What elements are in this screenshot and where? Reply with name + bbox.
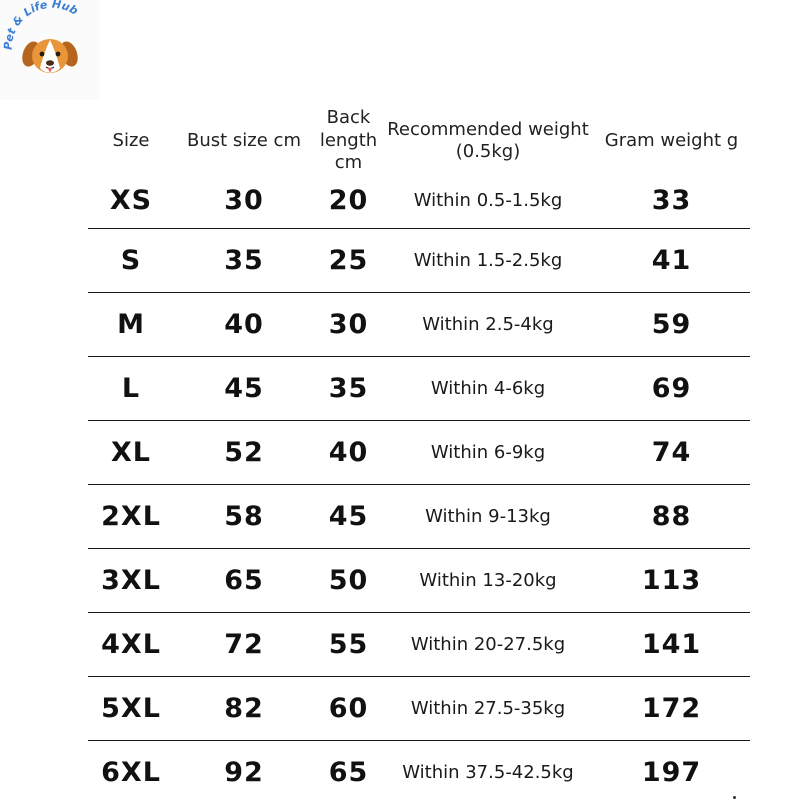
gram-cell: 113 — [641, 565, 702, 596]
weight-cell: Within 9-13kg — [425, 506, 551, 527]
size-cell: 6XL — [101, 757, 161, 788]
back-cell: 55 — [328, 629, 369, 660]
bust-cell: 58 — [224, 501, 264, 532]
bust-cell: 72 — [224, 629, 264, 660]
back-cell: 50 — [328, 565, 369, 596]
size-cell: 3XL — [101, 565, 161, 596]
gram-cell: 88 — [651, 501, 692, 532]
size-cell: XL — [110, 437, 152, 468]
size-chart-table — [88, 107, 750, 804]
back-cell: 40 — [328, 437, 369, 468]
bust-cell: 65 — [224, 565, 264, 596]
table-row — [88, 741, 750, 804]
size-cell: 4XL — [101, 629, 161, 660]
weight-cell: Within 2.5-4kg — [422, 314, 554, 335]
stray-dot — [733, 796, 736, 799]
table-row — [88, 357, 750, 421]
weight-cell: Within 37.5-42.5kg — [402, 762, 574, 783]
header-back: Back length cm — [319, 107, 378, 174]
table-row — [88, 549, 750, 613]
table-row — [88, 613, 750, 677]
size-cell: L — [121, 373, 141, 404]
size-cell: 5XL — [101, 693, 161, 724]
back-cell: 65 — [328, 757, 369, 788]
bust-cell: 45 — [224, 373, 264, 404]
weight-cell: Within 27.5-35kg — [410, 698, 566, 719]
bust-cell: 40 — [224, 309, 264, 340]
weight-cell: Within 1.5-2.5kg — [413, 250, 563, 271]
size-cell: XS — [109, 184, 153, 216]
header-gram: Gram weight g — [604, 129, 739, 151]
header-size: Size — [112, 129, 150, 151]
back-cell: 35 — [328, 373, 369, 404]
size-cell: 2XL — [101, 501, 161, 532]
dog-face-icon — [0, 0, 100, 100]
gram-cell: 59 — [651, 309, 692, 340]
bust-cell: 52 — [224, 437, 264, 468]
gram-cell: 69 — [651, 373, 692, 404]
weight-cell: Within 20-27.5kg — [410, 634, 566, 655]
table-row — [88, 677, 750, 741]
size-cell: S — [120, 245, 142, 276]
bust-cell: 30 — [224, 184, 264, 216]
table-header — [88, 107, 750, 174]
gram-cell: 172 — [641, 693, 702, 724]
gram-cell: 141 — [641, 629, 702, 660]
weight-cell: Within 4-6kg — [430, 378, 546, 399]
header-weight: Recommended weight (0.5kg) — [387, 118, 589, 162]
bust-cell: 82 — [224, 693, 264, 724]
weight-cell: Within 13-20kg — [419, 570, 557, 591]
weight-cell: Within 6-9kg — [430, 442, 546, 463]
brand-logo — [0, 0, 100, 100]
back-cell: 45 — [328, 501, 369, 532]
back-cell: 25 — [328, 245, 369, 276]
size-cell: M — [117, 309, 145, 340]
logo-text: Pet & Life Hub — [1, 0, 81, 51]
gram-cell: 197 — [641, 757, 702, 788]
gram-cell: 74 — [651, 437, 692, 468]
table-row — [88, 421, 750, 485]
back-cell: 20 — [328, 184, 369, 216]
bust-cell: 92 — [224, 757, 264, 788]
back-cell: 60 — [328, 693, 369, 724]
bust-cell: 35 — [224, 245, 264, 276]
table-row — [88, 229, 750, 293]
table-row — [88, 485, 750, 549]
gram-cell: 33 — [651, 184, 692, 216]
weight-cell: Within 0.5-1.5kg — [413, 189, 563, 211]
gram-cell: 41 — [651, 245, 692, 276]
table-row — [88, 172, 750, 229]
back-cell: 30 — [328, 309, 369, 340]
table-row — [88, 293, 750, 357]
header-bust: Bust size cm — [187, 129, 301, 151]
